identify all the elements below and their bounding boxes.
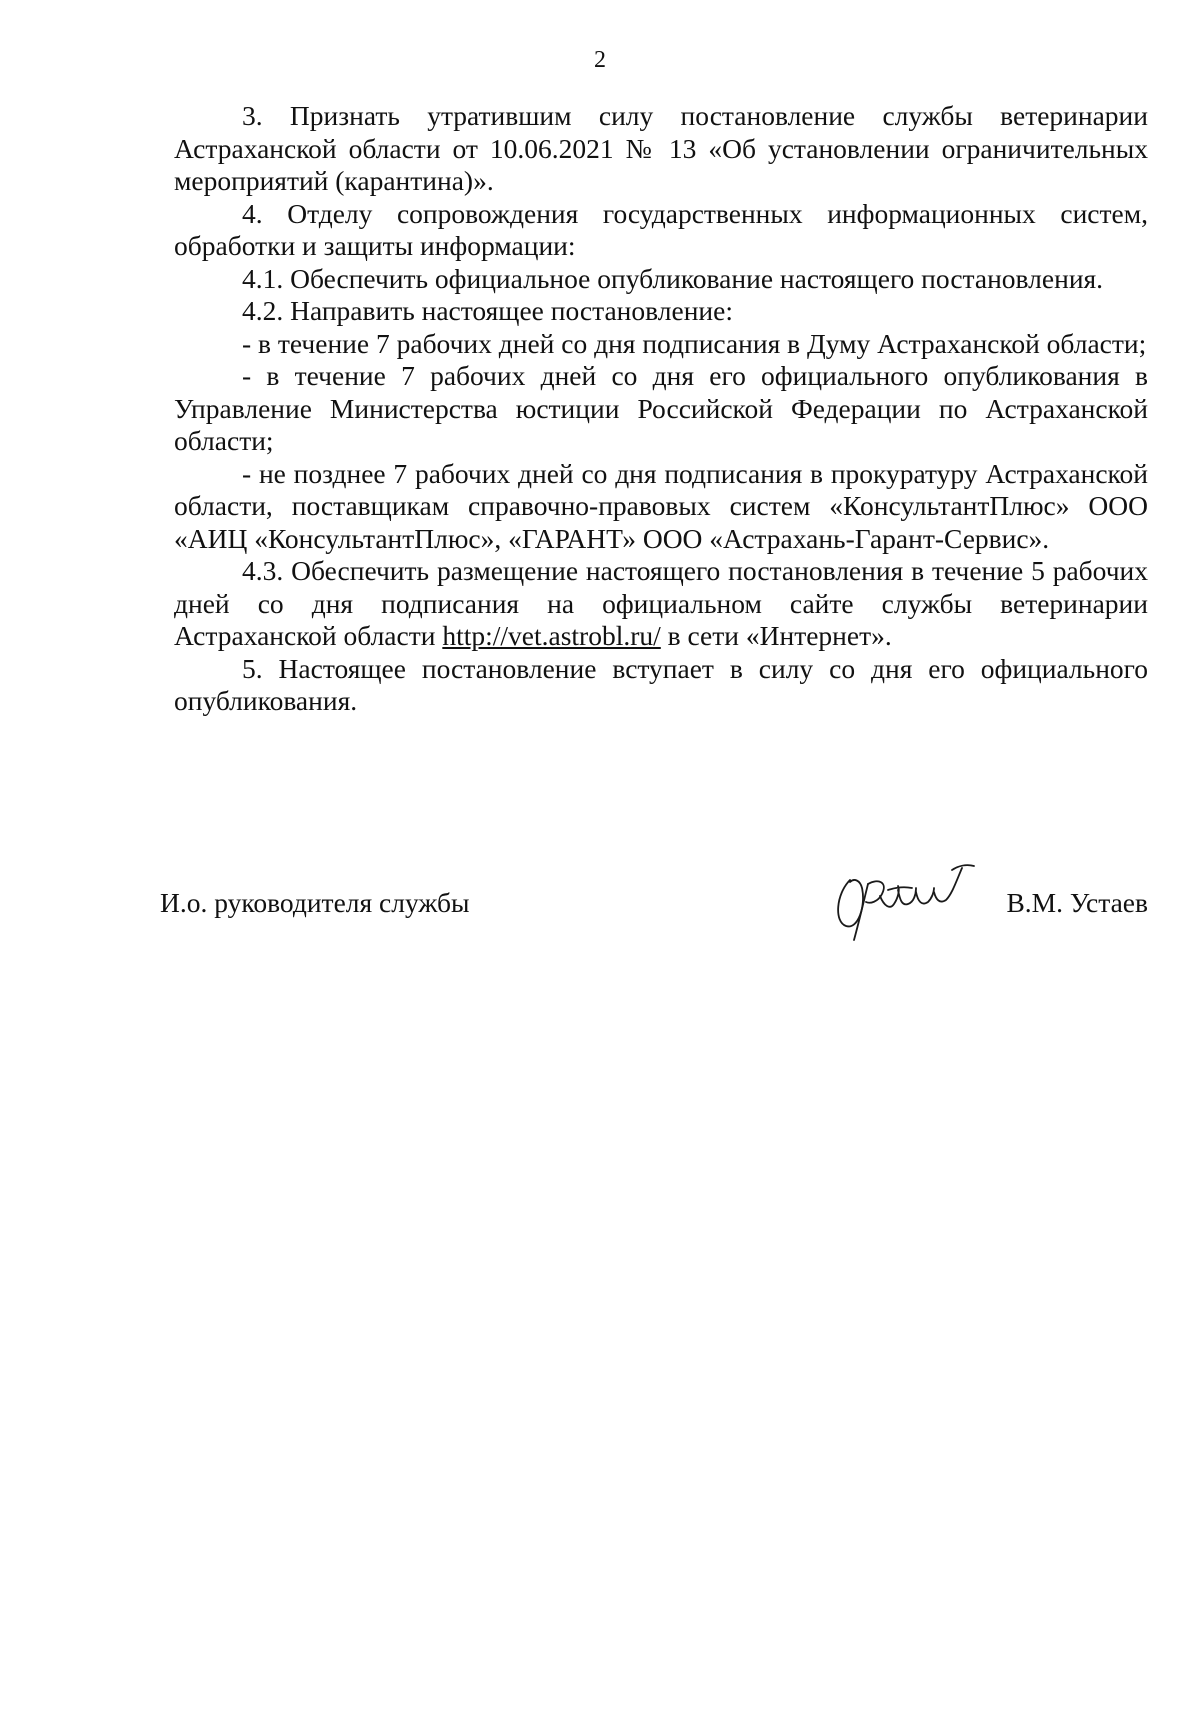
paragraph-4-3 [174,555,1148,653]
paragraph-4: 4. Отделу сопровождения государственных информационных систем, обработки и защиты информации: [174,197,1148,261]
paragraph-4-2-duma: - в течение 7 рабочих дней со дня подписания в Думу Астраханской области; [242,327,1147,359]
signature-block [160,860,1148,950]
page-number: 2 [594,47,606,73]
paragraph-4-1: 4.1. Обеспечить официальное опубликование настоящего постановления. [242,262,1104,294]
paragraph-4-2: 4.2. Направить настоящее постановление: [242,295,733,326]
signatory-title: И.о. руководителя службы [160,887,470,918]
paragraph-4-2-prosecutor: - не позднее 7 рабочих дней со дня подписания в прокуратуру Астраханской области, поставщикам справочно-правовых систем «КонсультантПлюс» ООО «АИЦ «КонсультантПлюс», «ГАРАНТ» ООО «Астрахань-Гарант-Сервис». [174,457,1148,554]
paragraph-4-3-text: 4.3. Обеспечить размещение настоящего постановления в течение 5 рабочих дней со дня подписания на официальном сайте службы ветеринарии Астраханской области [174,555,1148,651]
paragraph-4-3-tail: в сети «Интернет». [660,620,892,651]
signatory-name: В.М. Устаев [1006,887,1148,918]
document-body [174,100,1148,718]
paragraph-4-2-ministry: - в течение 7 рабочих дней со дня его официального опубликования в Управление Министерства юстиции Российской Федерации по Астраханской области; [174,360,1148,456]
website-link[interactable]: http://vet.astrobl.ru/ [442,620,661,651]
handwritten-signature [828,860,978,948]
paragraph-3: 3. Признать утратившим силу постановление службы ветеринарии Астраханской области от 10.06.2021 № 13 «Об установлении ограничительных мероприятий (карантина)». [174,100,1148,196]
paragraph-5: 5. Настоящее постановление вступает в силу со дня его официального опубликования. [174,652,1148,716]
